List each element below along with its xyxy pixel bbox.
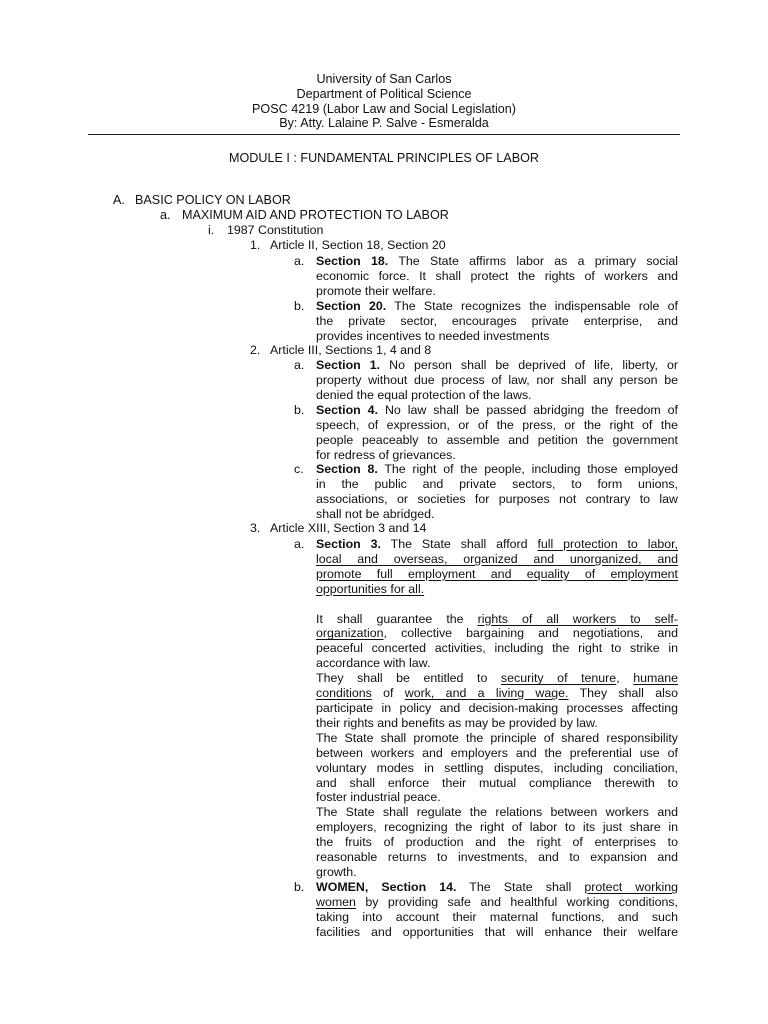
- section-4-text: Section 4. No law shall be passed abridging the freedom of speech, of expression, or of the press, or the right of the people peaceably to assemble and petition the government for redress of grievances.: [316, 403, 678, 462]
- outline-article-1: 1. Article II, Section 18, Section 20: [250, 238, 446, 252]
- item-marker: b.: [294, 403, 305, 417]
- item-marker: a.: [294, 358, 305, 372]
- section-heading: Section 20.: [316, 299, 387, 313]
- item-marker: a.: [294, 254, 305, 268]
- section-heading: Section 8.: [316, 462, 378, 476]
- author-line: By: Atty. Lalaine P. Salve - Esmeralda: [279, 116, 489, 131]
- outline-a: a. MAXIMUM AID AND PROTECTION TO LABOR: [160, 208, 449, 222]
- section-3-text: Section 3. The State shall afford full protection to labor, local and overseas, organized and unorganized, and promote full employment and equality of employment opportunities for all. It shall guarantee the rights of all workers to self- organization, collective bargaining and negotiations, and peaceful concerted activities, including the right to strike in accordance with law. They shall be entitled to security of tenure, humane conditions of work, and a living wage. They shall also participate in policy and decision-making processes affecting their rights and benefits as may be provided by law. The State shall promote the principle of shared responsibility between workers and employers and the preferential use of voluntary modes in settling disputes, including conciliation, and shall enforce their mutual compliance therewith to foster industrial peace. The State shall regulate the relations between workers and employers, recognizing the right of labor to its just share in the fruits of production and the right of enterprises to reasonable returns to investments, and to expansion and growth.: [316, 537, 679, 879]
- section-14-text: WOMEN, Section 14. The State shall protect working women by providing safe and healthful working conditions, taking into account their maternal functions, and such facilities and opportunities that will enhance their welfare: [316, 880, 678, 939]
- section-heading: Section 4.: [316, 403, 379, 417]
- section-8-text: Section 8. The right of the people, including those employed in the public and private sectors, to form unions, associations, or societies for purposes not contrary to law shall not be abridged.: [316, 462, 678, 521]
- outline-article-3: 3. Article XIII, Section 3 and 14: [250, 521, 427, 535]
- section-heading: Section 18.: [316, 254, 389, 268]
- outline-A: A. BASIC POLICY ON LABOR: [113, 193, 291, 207]
- department-name: Department of Political Science: [296, 86, 472, 101]
- module-title: MODULE I : FUNDAMENTAL PRINCIPLES OF LABOR: [229, 151, 539, 165]
- outline-i: i. 1987 Constitution: [208, 223, 324, 237]
- section-18-text: Section 18. The State affirms labor as a primary social economic force. It shall protect the rights of workers and promote their welfare.: [316, 254, 679, 298]
- document-header: [0, 72, 768, 131]
- section-20-text: Section 20. The State recognizes the indispensable role of the private sector, encourages private enterprise, and provides incentives to needed investments: [316, 299, 678, 343]
- item-marker: b.: [294, 880, 305, 894]
- section-heading: Section 1.: [316, 358, 381, 372]
- item-marker: b.: [294, 299, 305, 313]
- section-heading: WOMEN, Section 14.: [316, 880, 457, 894]
- university-name: University of San Carlos: [316, 72, 452, 86]
- header-divider: [88, 134, 680, 135]
- course-title: POSC 4219 (Labor Law and Social Legislation): [252, 101, 516, 116]
- outline-article-2: 2. Article III, Sections 1, 4 and 8: [250, 343, 432, 357]
- item-marker: c.: [294, 462, 304, 476]
- item-marker: a.: [294, 537, 305, 551]
- section-heading: Section 3.: [316, 537, 381, 551]
- section-1-text: Section 1. No person shall be deprived of life, liberty, or property without due process of law, nor shall any person be denied the equal protection of the laws.: [316, 358, 678, 402]
